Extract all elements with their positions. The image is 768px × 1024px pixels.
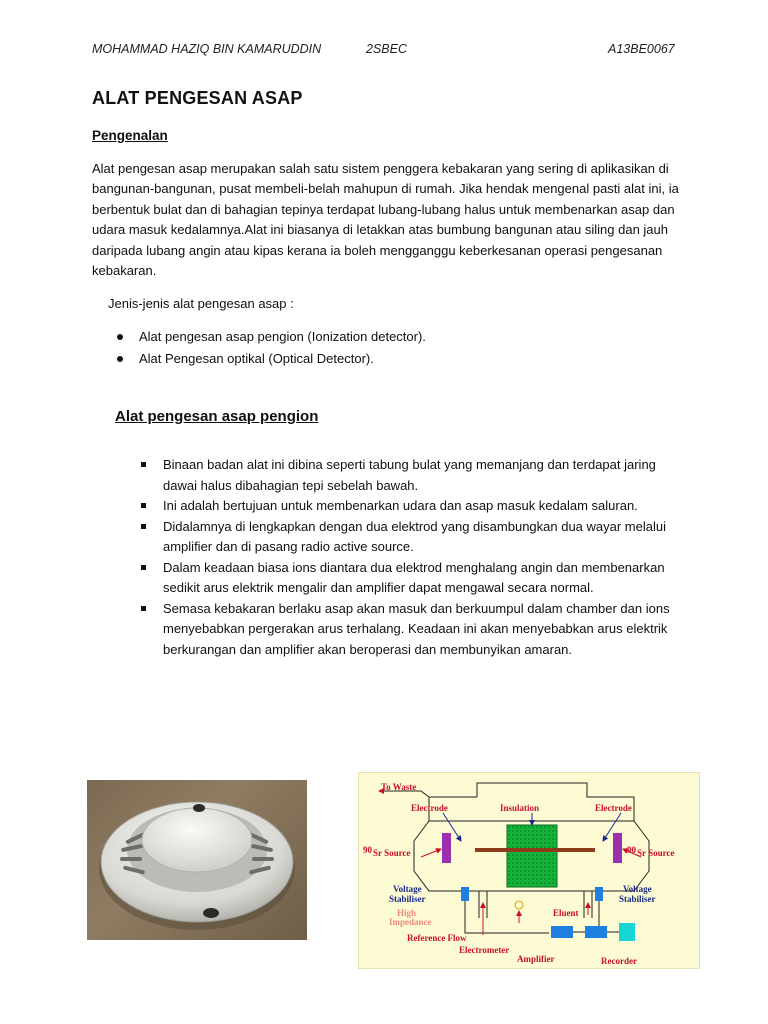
label-source-left: Sr Source — [373, 848, 411, 858]
smoke-detector-illustration — [87, 780, 307, 940]
document-title: ALAT PENGESAN ASAP — [92, 88, 303, 108]
label-insulation: Insulation — [500, 803, 540, 813]
label-stabiliser-right: Stabiliser — [619, 894, 656, 904]
label-stabiliser-left: Stabiliser — [389, 894, 426, 904]
class-code: 2SBEC — [366, 42, 407, 56]
label-electrometer: Electrometer — [459, 945, 510, 955]
label-source-right: Sr Source — [637, 848, 675, 858]
label-impedance: Impedance — [389, 917, 432, 927]
ionization-heading: Alat pengesan asap pengion — [115, 408, 319, 425]
list-item: Alat pengesan asap pengion (Ionization detector). — [112, 326, 426, 348]
label-voltage-left: Voltage — [393, 884, 422, 894]
intro-heading: Pengenalan — [92, 128, 168, 143]
label-voltage-right: Voltage — [623, 884, 652, 894]
label-eluent: Eluent — [553, 908, 579, 918]
list-item: Semasa kebakaran berlaku asap akan masuk dan berkuumpul dalam chamber dan ions menyebabkan pergerakan arus terhalang. Keadaan ini akan menyebabkan arus elektrik berkurangan dan amplifier akan beroperasi dan membunyikan amaran. — [138, 599, 678, 661]
label-electrode-left: Electrode — [411, 803, 448, 813]
list-item: Alat Pengesan optikal (Optical Detector). — [112, 348, 426, 370]
detector-schematic — [359, 773, 699, 968]
label-electrode-right: Electrode — [595, 803, 632, 813]
intro-paragraph: Alat pengesan asap merupakan salah satu sistem penggera kebakaran yang sering di aplikasikan di bangunan-bangunan, pusat membeli-belah mahupun di rumah. Jika hendak mengenal pasti alat ini, ia berbentuk bulat dan di bahagian tepinya terdapat lubang-lubang halus untuk membenarkan asap dan udara masuk kedalamnya.Alat ini biasanya di letakkan atas bumbung bangunan atau siling dan jauh daripada lubang angin atau kipas kerana ia boleh mengganggu keberkesanan operasi pengesanan kebakaran. — [92, 161, 679, 279]
author-name: MOHAMMAD HAZIQ BIN KAMARUDDIN — [92, 42, 322, 56]
label-high: High — [397, 908, 417, 918]
label-to-waste: To Waste — [381, 782, 417, 792]
types-list — [112, 326, 426, 370]
list-item: Ini adalah bertujuan untuk membenarkan udara dan asap masuk kedalam saluran. — [138, 496, 678, 517]
ionization-detector-diagram — [358, 772, 700, 969]
list-item: Binaan badan alat ini dibina seperti tabung bulat yang memanjang dan terdapat jaring dawai halus dibahagian tepi sebelah bawah. — [138, 455, 678, 496]
student-id: A13BE0067 — [608, 42, 675, 56]
ionization-points — [138, 455, 678, 660]
list-item: Didalamnya di lengkapkan dengan dua elektrod yang disambungkan dua wayar melalui amplifier dan di pasang radio active source. — [138, 517, 678, 558]
label-reference-flow: Reference Flow — [407, 933, 467, 943]
label-recorder: Recorder — [601, 956, 637, 966]
list-item: Dalam keadaan biasa ions diantara dua elektrod menghalang angin dan membenarkan sedikit arus elektrik mengalir dan amplifier dapat mengawal secara normal. — [138, 558, 678, 599]
types-intro: Jenis-jenis alat pengesan asap : — [108, 296, 294, 311]
label-sup-left: 90 — [363, 845, 372, 855]
label-sup-right: 90 — [627, 845, 636, 855]
smoke-detector-photo — [87, 780, 307, 940]
label-amplifier: Amplifier — [517, 954, 555, 964]
